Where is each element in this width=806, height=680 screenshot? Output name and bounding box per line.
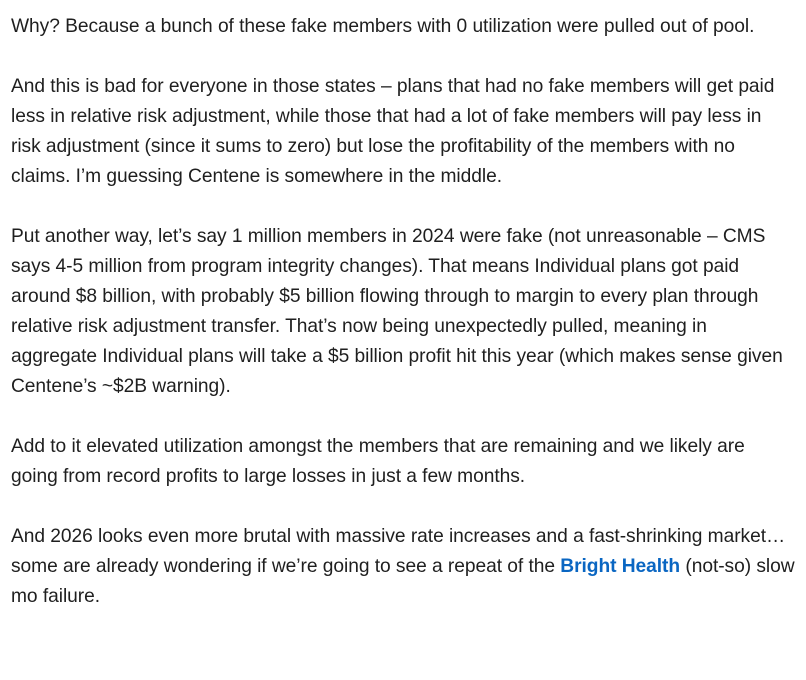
paragraph-utilization: Add to it elevated utilization amongst the members that are remaining and we likely are going from record profits to large losses in just a few months. [11, 436, 745, 487]
bright-health-link[interactable]: Bright Health [560, 556, 681, 577]
paragraph-risk-adjustment: And this is bad for everyone in those states – plans that had no fake members will get paid less in relative risk adjustment, while those that had a lot of fake members will pay less in risk adjustment (since it sums to zero) but lose the profitability of the members with no claims. I’m guessing Centene is somewhere in the middle. [11, 76, 775, 187]
paragraph-2026-before: And 2026 looks even more brutal with massive rate increases and a fast-shrinking market…some are already wondering if we’re going to see a repeat of the [11, 526, 786, 577]
paragraph-why: Why? Because a bunch of these fake members with 0 utilization were pulled out of pool. [11, 16, 755, 37]
paragraph-2026 [11, 522, 796, 612]
paragraph-put-another-way: Put another way, let’s say 1 million members in 2024 were fake (not unreasonable – CMS says 4-5 million from program integrity changes). That means Individual plans got paid around $8 billion, with probably $5 billion flowing through to margin to every plan through relative risk adjustment transfer. That’s now being unexpectedly pulled, meaning in aggregate Individual plans will take a $5 billion profit hit this year (which makes sense given Centene’s ~$2B warning). [11, 226, 783, 397]
paragraph-2026-after: (not-so) slow mo failure. [11, 556, 795, 607]
